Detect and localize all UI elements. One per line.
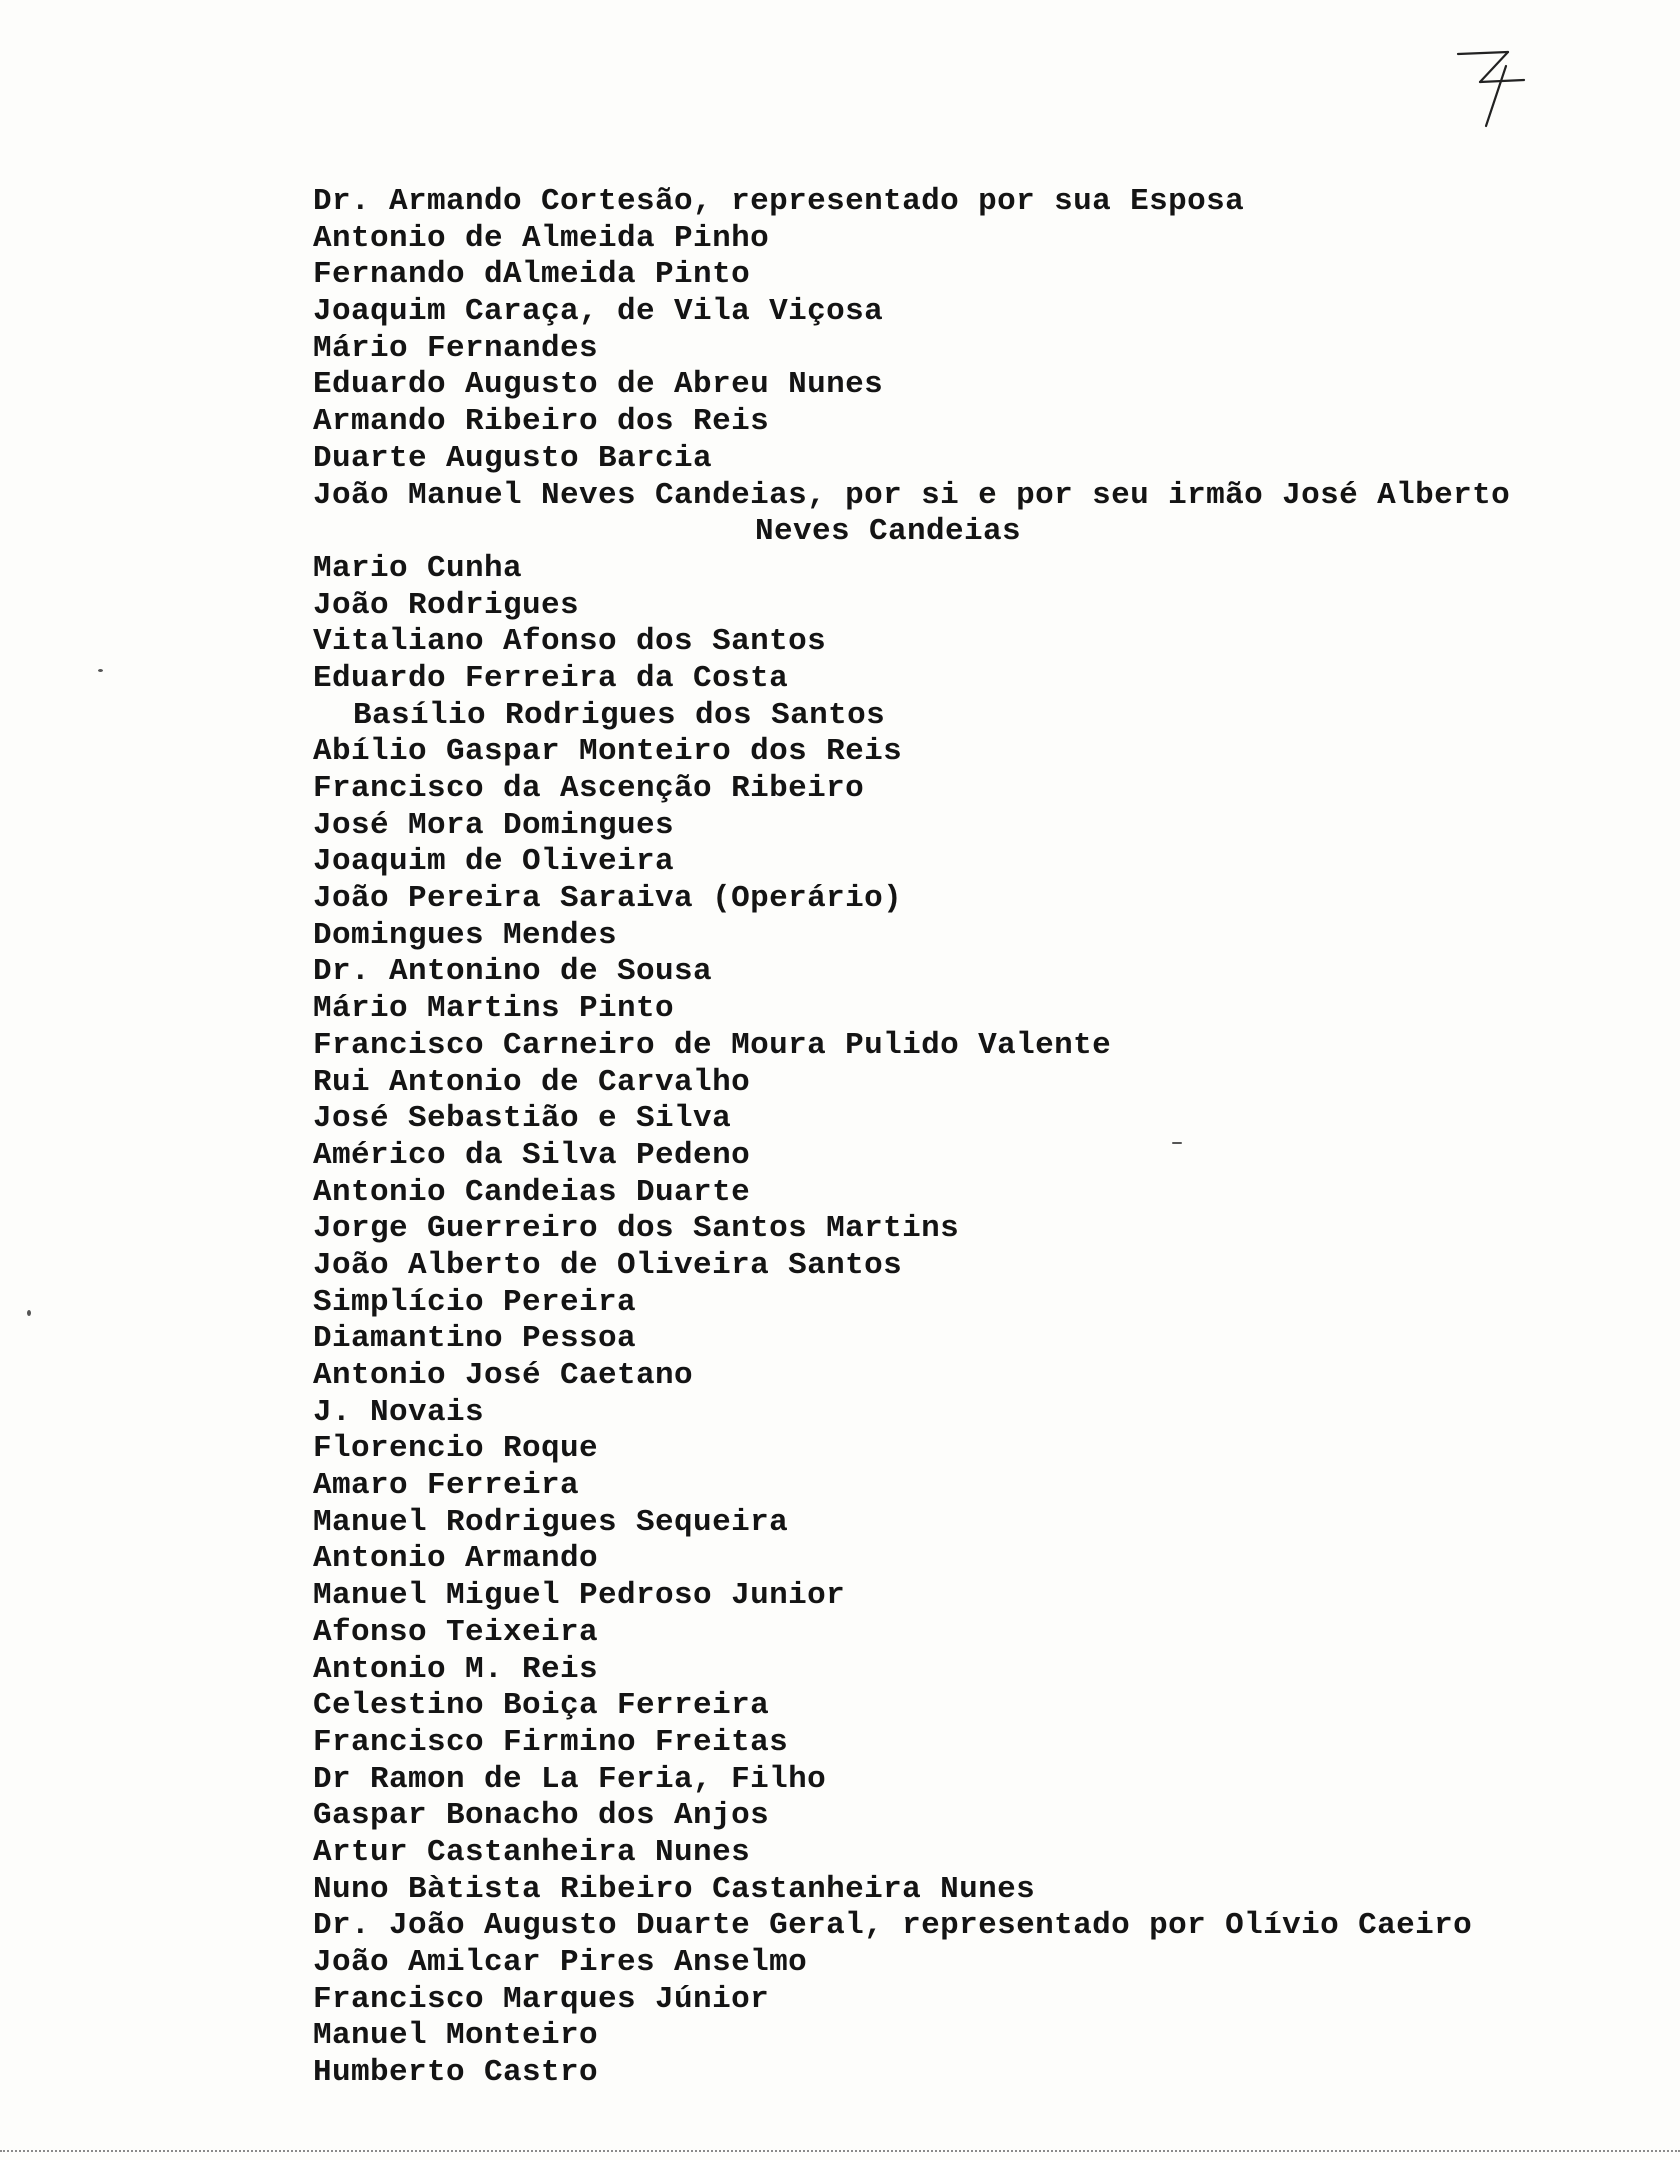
scan-speck bbox=[1172, 1142, 1182, 1144]
list-item: João Manuel Neves Candeias, por si e por seu irmão José Alberto bbox=[313, 477, 1511, 513]
list-item: Gaspar Bonacho dos Anjos bbox=[313, 1798, 770, 1834]
list-item: Armando Ribeiro dos Reis bbox=[313, 404, 770, 440]
list-item: Eduardo Ferreira da Costa bbox=[313, 660, 789, 696]
list-item: Manuel Rodrigues Sequeira bbox=[313, 1504, 789, 1540]
list-item-continuation: Neves Candeias bbox=[755, 514, 1022, 550]
list-item: Diamantino Pessoa bbox=[313, 1321, 637, 1357]
list-item: Francisco Carneiro de Moura Pulido Valente bbox=[313, 1027, 1112, 1063]
list-item: Basílio Rodrigues dos Santos bbox=[353, 697, 886, 733]
list-item: Mário Martins Pinto bbox=[313, 991, 675, 1027]
list-item: Manuel Monteiro bbox=[313, 2018, 599, 2054]
list-item: Francisco Firmino Freitas bbox=[313, 1724, 789, 1760]
scan-edge-line bbox=[0, 2150, 1680, 2152]
list-item: Joaquim de Oliveira bbox=[313, 844, 675, 880]
list-item: Dr. Antonino de Sousa bbox=[313, 954, 713, 990]
list-item: Amaro Ferreira bbox=[313, 1468, 580, 1504]
list-item: Artur Castanheira Nunes bbox=[313, 1834, 751, 1870]
list-item: Duarte Augusto Barcia bbox=[313, 440, 713, 476]
list-item: Antonio Candeias Duarte bbox=[313, 1174, 751, 1210]
list-item: Manuel Miguel Pedroso Junior bbox=[313, 1578, 846, 1614]
list-item: Mario Cunha bbox=[313, 550, 523, 586]
list-item: Francisco Marques Júnior bbox=[313, 1981, 770, 2017]
list-item: Jorge Guerreiro dos Santos Martins bbox=[313, 1211, 960, 1247]
list-item: João Pereira Saraiva (Operário) bbox=[313, 881, 903, 917]
list-item: Antonio M. Reis bbox=[313, 1651, 599, 1687]
list-item: J. Novais bbox=[313, 1394, 485, 1430]
list-item: Nuno Bàtista Ribeiro Castanheira Nunes bbox=[313, 1871, 1036, 1907]
list-item: Antonio José Caetano bbox=[313, 1358, 694, 1393]
list-item: Afonso Teixeira bbox=[313, 1614, 599, 1650]
list-item: José Sebastião e Silva bbox=[313, 1101, 732, 1137]
list-item: Simplício Pereira bbox=[313, 1284, 637, 1320]
list-item: Dr. Armando Cortesão, representado por sua Esposa bbox=[313, 184, 1245, 219]
scan-speck bbox=[98, 669, 103, 672]
list-item: Domingues Mendes bbox=[313, 917, 618, 953]
list-item: Joaquim Caraça, de Vila Viçosa bbox=[313, 294, 884, 330]
list-item: João Alberto de Oliveira Santos bbox=[313, 1247, 903, 1283]
list-item: Celestino Boiça Ferreira bbox=[313, 1688, 770, 1724]
name-list bbox=[313, 184, 1510, 2092]
list-item: Dr. João Augusto Duarte Geral, representado por Olívio Caeiro bbox=[313, 1908, 1473, 1944]
list-item: Mário Fernandes bbox=[313, 330, 599, 366]
list-item: Abílio Gaspar Monteiro dos Reis bbox=[313, 734, 903, 770]
list-item: Américo da Silva Pedeno bbox=[313, 1137, 751, 1173]
list-item: José Mora Domingues bbox=[313, 807, 675, 843]
scan-speck bbox=[27, 1310, 31, 1316]
list-item: Florencio Roque bbox=[313, 1431, 599, 1467]
list-item: Dr Ramon de La Feria, Filho bbox=[313, 1761, 827, 1797]
list-item: Eduardo Augusto de Abreu Nunes bbox=[313, 367, 884, 403]
list-item: Rui Antonio de Carvalho bbox=[313, 1064, 751, 1100]
list-item: João Amilcar Pires Anselmo bbox=[313, 1945, 808, 1980]
list-item: João Rodrigues bbox=[313, 587, 580, 623]
list-item: Fernando dAlmeida Pinto bbox=[313, 257, 751, 293]
list-item: Antonio de Almeida Pinho bbox=[313, 220, 770, 256]
list-item: Humberto Castro bbox=[313, 2055, 599, 2091]
list-item: Vitaliano Afonso dos Santos bbox=[313, 624, 827, 660]
list-item: Antonio Armando bbox=[313, 1541, 599, 1577]
list-item: Francisco da Ascenção Ribeiro bbox=[313, 771, 865, 806]
handwritten-page-number bbox=[1450, 40, 1540, 140]
